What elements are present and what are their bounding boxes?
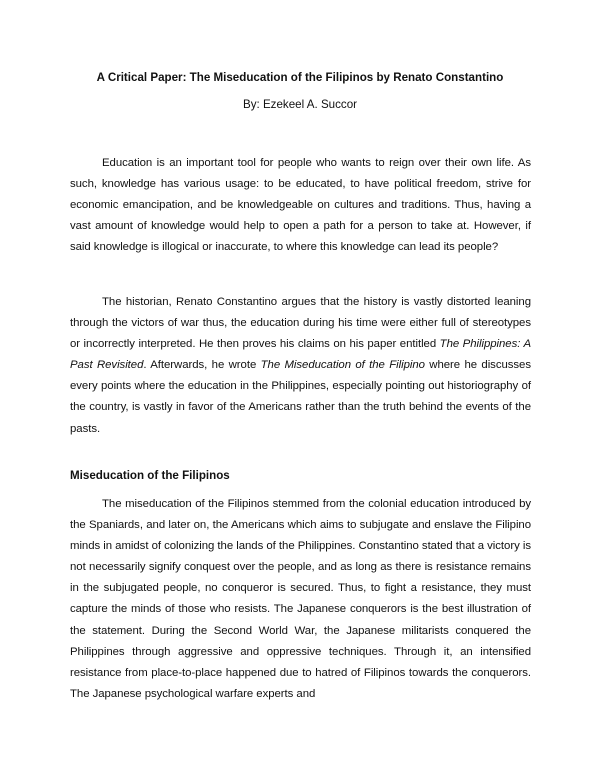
- book-title-italic: The Philippines: A Past Revisited: [70, 338, 531, 372]
- section-heading: Miseducation of the Filipinos: [70, 469, 230, 482]
- document-title: A Critical Paper: The Miseducation of the Filipinos by Renato Constantino: [96, 71, 504, 84]
- document-author: By: Ezekeel A. Succor: [242, 98, 358, 111]
- constantino-paragraph: [70, 292, 531, 440]
- miseducation-paragraph: The miseducation of the Filipinos stemmed from the colonial education introduced by the Spaniards, and later on, the Americans which aims to subjugate and enslave the Filipino minds in amidst of colonizing the lands of the Philippines. Constantino stated that a victory is not necessarily signify conquest over the people, and as long as there is resistance remains in the subjugated people, no conqueror is secured. Thus, to fight a resistance, they must capture the minds of those who resists. The Japanese conquerors is the best illustration of the statement. During the Second World War, the Japanese militarists conquered the Philippines through aggressive and oppressive techniques. Through it, an intensified resistance from place-to-place happened due to hatred of Filipinos towards the conquerors. The Japanese psychological warfare experts and: [70, 498, 531, 700]
- paragraph-text: where he discusses every points where the education in the Philippines, especially pointing out historiography of the country, is vastly in favor of the Americans rather than the truth behind the events of the pasts.: [70, 359, 531, 435]
- paragraph-text: . Afterwards, he wrote: [143, 359, 261, 372]
- intro-paragraph: Education is an important tool for people who wants to reign over their own life. As such, knowledge has various usage: to be educated, to have political freedom, strive for economic emancipation, and be knowledgeable on cultures and traditions. Thus, having a vast amount of knowledge would help to open a path for a person to take at. However, if said knowledge is illogical or inaccurate, to where this knowledge can lead its people?: [70, 157, 531, 254]
- paragraph-text: The historian, Renato Constantino argues that the history is vastly distorted leaning through the victors of war thus, the education during his time were either full of stereotypes or incorrectly interpreted. He then proves his claims on his paper entitled: [70, 296, 531, 351]
- book-title-italic: The Miseducation of the Filipino: [260, 359, 425, 372]
